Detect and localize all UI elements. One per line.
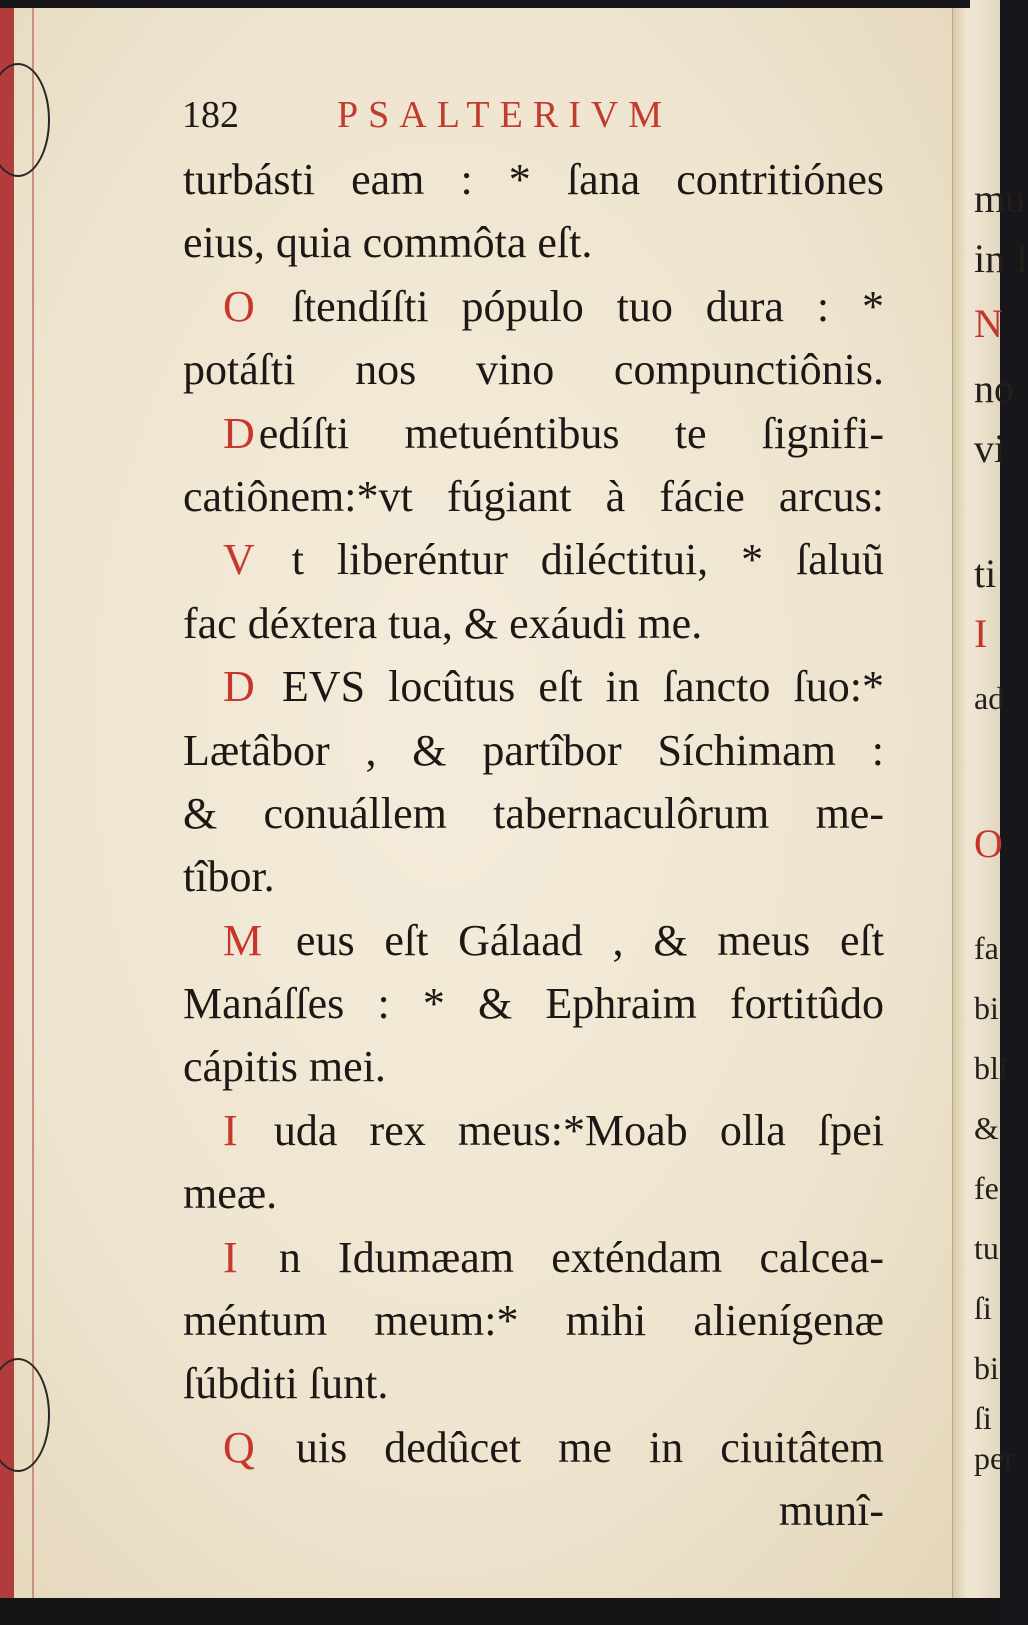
line-text: eius, quia commôta eſt. — [183, 218, 593, 268]
line-text: eus eſt Gálaad , & meus eſt — [266, 915, 884, 965]
facing-page-edge — [970, 0, 1028, 1625]
text-line — [179, 845, 884, 908]
facing-page-fragment: in I — [974, 236, 1028, 281]
catchword: munî- — [778, 1486, 884, 1536]
rubric-initial: D — [223, 662, 255, 712]
line-text: potáſti nos vino compunctiônis. — [183, 345, 884, 395]
text-line — [179, 719, 884, 782]
rubric-initial: M — [223, 915, 263, 965]
line-text: ſtendíſti pópulo tuo dura : * — [258, 281, 884, 331]
rubric-initial: O — [223, 281, 255, 331]
facing-page-fragment: ſi — [974, 1400, 992, 1436]
line-text: turbásti eam : * ſana contritiónes — [183, 155, 884, 204]
page-edge-rule — [32, 8, 34, 1598]
rubric-initial: V — [223, 535, 255, 585]
line-text: Lætâbor , & partîbor Síchimam : — [183, 725, 884, 775]
background-strip — [0, 1598, 1000, 1625]
line-text: Manáſſes : * & Ephraim fortitûdo — [183, 979, 884, 1029]
text-line — [179, 655, 884, 718]
text-line — [179, 592, 884, 655]
facing-page-fragment: N — [974, 301, 1003, 346]
facing-page-fragment: mu — [974, 176, 1026, 221]
text-line — [179, 528, 884, 591]
text-line — [179, 1352, 884, 1415]
facing-page-fragment: ad — [974, 680, 1005, 716]
text-line — [179, 402, 884, 465]
line-text: méntum meum:* mihi alienígenæ — [183, 1296, 884, 1346]
facing-page-fragment: & — [974, 1110, 999, 1146]
text-line — [179, 148, 884, 211]
text-line — [179, 972, 884, 1035]
psalm-text — [179, 148, 884, 1543]
facing-page-fragment: O — [974, 821, 1003, 866]
catchword-line — [179, 1479, 884, 1542]
facing-page-fragment: fe — [974, 1170, 999, 1206]
text-line — [179, 211, 884, 274]
rubric-initial: D — [223, 408, 255, 458]
facing-page-fragment: vi — [974, 426, 1006, 471]
book-page — [0, 8, 970, 1598]
line-text: uda rex meus:*Moab olla ſpei — [241, 1105, 884, 1155]
facing-page-fragment: fa — [974, 930, 999, 966]
text-line — [179, 465, 884, 528]
text-line — [179, 1099, 884, 1162]
text-line — [179, 338, 884, 401]
facing-page-fragment: bi — [974, 990, 999, 1026]
text-line — [179, 782, 884, 845]
text-line — [179, 1162, 884, 1225]
text-line — [179, 1035, 884, 1098]
line-text: & conuállem tabernaculôrum me- — [183, 788, 884, 838]
binding-ring-bottom — [0, 1358, 50, 1472]
facing-page-fragment: no — [974, 366, 1014, 411]
text-line — [179, 909, 884, 972]
facing-page-fragment: I — [974, 611, 988, 656]
line-text: ſúbditi ſunt. — [183, 1359, 389, 1409]
facing-page-fragment: ſi — [974, 1290, 992, 1326]
running-head: PSALTERIVM — [337, 94, 673, 136]
line-text: cápitis mei. — [183, 1042, 386, 1092]
facing-page-fragment: ti — [974, 551, 997, 596]
line-text: fac déxtera tua, & exáudi me. — [183, 598, 703, 648]
rubric-initial: I — [223, 1232, 238, 1282]
text-line — [179, 1289, 884, 1352]
page-header — [182, 93, 882, 143]
line-text: n Idumæam exténdam calcea- — [241, 1232, 884, 1282]
line-text: EVS locûtus eſt in ſancto ſuo:* — [258, 662, 884, 712]
line-text: t liberéntur diléctitui, * ſaluũ — [258, 535, 884, 585]
facing-page-fragment: per — [974, 1440, 1015, 1476]
line-text: uis dedûcet me in ciuitâtem — [258, 1422, 884, 1472]
text-line — [179, 1416, 884, 1479]
text-line — [179, 275, 884, 338]
page-number: 182 — [182, 94, 239, 136]
line-text: edíſti metuéntibus te ſignifi- — [258, 408, 884, 458]
text-line — [179, 1226, 884, 1289]
facing-page-fragment: tu — [974, 1230, 999, 1266]
facing-page-fragment: bli — [974, 1050, 1008, 1086]
rubric-initial: I — [223, 1105, 238, 1155]
binding-ring-top — [0, 63, 50, 177]
line-text: meæ. — [183, 1169, 278, 1219]
facing-page-fragment: bi — [974, 1350, 999, 1386]
rubric-initial: Q — [223, 1422, 255, 1472]
line-text: tîbor. — [183, 852, 275, 902]
line-text: catiônem:*vt fúgiant à fácie arcus: — [183, 471, 884, 521]
